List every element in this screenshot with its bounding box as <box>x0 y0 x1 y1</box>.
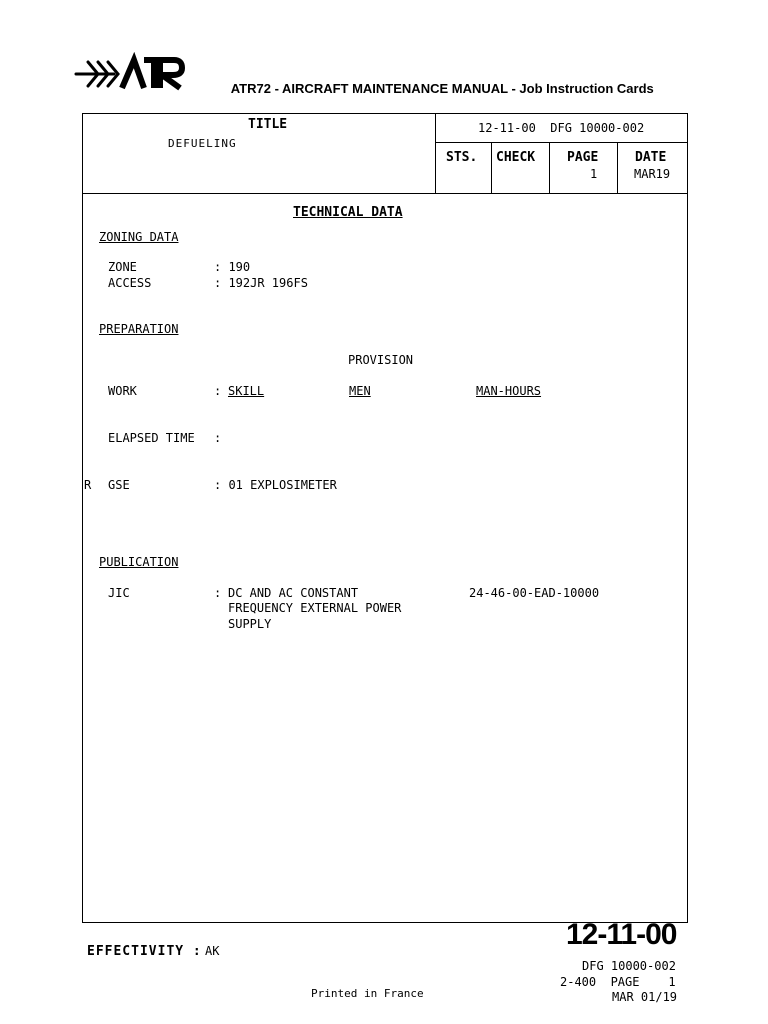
title-ref-divider <box>435 113 436 194</box>
title-value: DEFUELING <box>168 137 237 150</box>
elapsed-time-colon: : <box>214 431 222 445</box>
page-label: PAGE <box>567 150 599 165</box>
page-date-divider <box>617 142 618 194</box>
work-label: WORK <box>108 384 137 398</box>
printed-in-france: Printed in France <box>311 987 424 1000</box>
preparation-heading: PREPARATION <box>99 322 179 336</box>
access-label: ACCESS <box>108 276 152 290</box>
header-bottom-rule <box>82 193 688 194</box>
jic-description-line2: FREQUENCY EXTERNAL POWER <box>228 601 402 615</box>
footer-page-line: 2-400 PAGE 1 <box>560 975 676 989</box>
jic-colon: : <box>214 586 222 600</box>
page-value: 1 <box>590 167 598 181</box>
check-label: CHECK <box>496 150 536 165</box>
effectivity-value: AK <box>205 944 220 958</box>
effectivity-label: EFFECTIVITY : <box>87 944 202 959</box>
jic-reference: 24-46-00-EAD-10000 <box>469 586 600 600</box>
jic-label: JIC <box>108 586 130 600</box>
manhours-label: MAN-HOURS <box>476 384 542 398</box>
technical-data-heading: TECHNICAL DATA <box>293 205 403 220</box>
title-prefix: ATR72 <box>230 81 271 96</box>
zone-value: : 190 <box>214 260 251 274</box>
logo-wings-icon <box>76 62 118 86</box>
sts-check-divider <box>491 142 492 194</box>
footer-dfg: DFG 10000-002 <box>582 959 676 973</box>
zoning-heading: ZONING DATA <box>99 230 179 244</box>
access-value: : 192JR 196FS <box>214 276 308 290</box>
atr-logo <box>74 52 186 94</box>
jic-description-line1: DC AND AC CONSTANT <box>228 586 359 600</box>
sts-label: STS. <box>446 150 478 165</box>
jic-description-line3: SUPPLY <box>228 617 272 631</box>
gse-label: GSE <box>108 478 130 492</box>
publication-heading: PUBLICATION <box>99 555 179 569</box>
big-chapter-reference: 12-11-00 <box>566 918 677 951</box>
men-label: MEN <box>349 384 371 398</box>
skill-label: SKILL <box>228 384 265 398</box>
manual-title: ATR72 - AIRCRAFT MAINTENANCE MANUAL - Job Instruction Cards <box>230 81 654 96</box>
provision-label: PROVISION <box>348 353 414 367</box>
title-suffix: Job Instruction Cards <box>519 81 654 96</box>
revision-mark: R <box>84 478 92 492</box>
title-label: TITLE <box>248 117 288 132</box>
card-reference: 12-11-00 DFG 10000-002 <box>478 121 645 135</box>
title-manual: AIRCRAFT MAINTENANCE MANUAL <box>282 81 508 96</box>
check-page-divider <box>549 142 550 194</box>
footer-date-line: MAR 01/19 <box>612 990 678 1004</box>
date-value: MAR19 <box>634 167 671 181</box>
logo-letters <box>122 60 182 88</box>
zone-label: ZONE <box>108 260 137 274</box>
gse-value: : 01 EXPLOSIMETER <box>214 478 337 492</box>
elapsed-time-label: ELAPSED TIME <box>108 431 195 445</box>
date-label: DATE <box>635 150 667 165</box>
work-colon: : <box>214 384 222 398</box>
ref-bottom-rule <box>435 142 688 143</box>
